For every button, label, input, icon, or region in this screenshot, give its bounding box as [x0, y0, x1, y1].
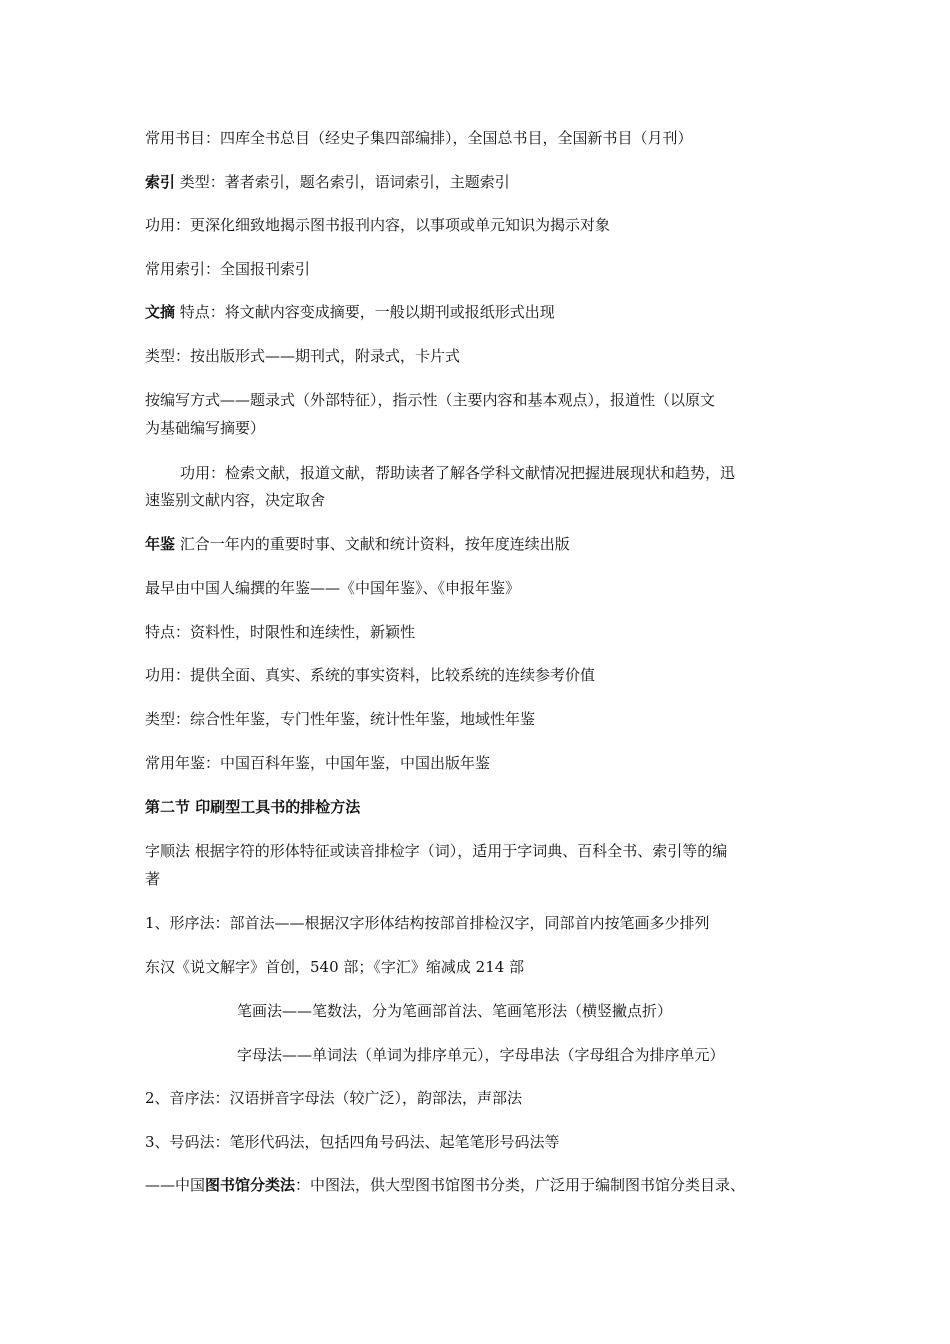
text-line: 著: [145, 870, 161, 888]
text-line: 类型：综合性年鉴，专门性年鉴，统计性年鉴，地域性年鉴: [145, 710, 536, 728]
text-line: 2、音序法：汉语拼音字母法（较广泛），韵部法，声部法: [145, 1089, 523, 1107]
text-line: 最早由中国人编撰的年鉴——《中国年鉴》、《申报年鉴》: [145, 579, 521, 597]
text-line: [145, 534, 570, 554]
text-line: 字母法——单词法（单词为排序单元），字母串法（字母组合为排序单元）: [237, 1046, 725, 1064]
text-line: 常用书目：四库全书总目（经史子集四部编排），全国总书目，全国新书目（月刊）: [145, 129, 693, 147]
term-text: ：中图法，供大型图书馆图书分类，广泛用于编制图书馆分类目录、: [295, 1176, 746, 1194]
text-line: 功用：检索文献，报道文献，帮助读者了解各学科文献情况把握进展现状和趋势，迅: [180, 464, 736, 482]
term-text: 特点：将文献内容变成摘要，一般以期刊或报纸形式出现: [179, 303, 555, 321]
text-line: [145, 1175, 745, 1195]
text-line: 字顺法 根据字符的形体特征或读音排检字（词），适用于字词典、百科全书、索引等的编: [145, 842, 728, 860]
text-line: 东汉《说文解字》首创，540 部；《字汇》缩减成 214 部: [145, 958, 525, 976]
term-text: 汇合一年内的重要时事、文献和统计资料，按年度连续出版: [179, 535, 570, 553]
text-line: 类型：按出版形式——期刊式，附录式，卡片式: [145, 347, 461, 365]
text-line: 速鉴别文献内容，决定取舍: [145, 491, 326, 509]
text-line: 1、形序法：部首法——根据汉字形体结构按部首排检汉字，同部首内按笔画多少排列: [145, 914, 710, 932]
text-line: [145, 302, 555, 322]
text-line: 按编写方式——题录式（外部特征），指示性（主要内容和基本观点），报道性（以原文: [145, 391, 716, 409]
term-heading: 索引: [145, 173, 176, 191]
text-line: 笔画法——笔数法，分为笔画部首法、笔画笔形法（横竖撇点折）: [237, 1002, 673, 1020]
term-heading: 图书馆分类法: [205, 1176, 296, 1194]
term-heading: 文摘: [145, 303, 176, 321]
term-text: 类型：著者索引，题名索引，语词索引，主题索引: [179, 173, 510, 191]
text-line: 功用：提供全面、真实、系统的事实资料，比较系统的连续参考价值: [145, 666, 596, 684]
term-heading: 年鉴: [145, 535, 176, 553]
text-line: [145, 172, 510, 192]
text-line: 特点：资料性，时限性和连续性，新颖性: [145, 623, 416, 641]
text-line: 常用年鉴：中国百科年鉴，中国年鉴，中国出版年鉴: [145, 754, 491, 772]
text-line: 常用索引：全国报刊索引: [145, 260, 311, 278]
section-heading: 第二节 印刷型工具书的排检方法: [145, 798, 361, 816]
text-line: 为基础编写摘要）: [145, 419, 266, 437]
text-line: 功用：更深化细致地揭示图书报刊内容，以事项或单元知识为揭示对象: [145, 216, 611, 234]
text-line: 3、号码法：笔形代码法，包括四角号码法、起笔笔形号码法等: [145, 1133, 560, 1151]
line-prefix: ——中国: [145, 1176, 206, 1194]
